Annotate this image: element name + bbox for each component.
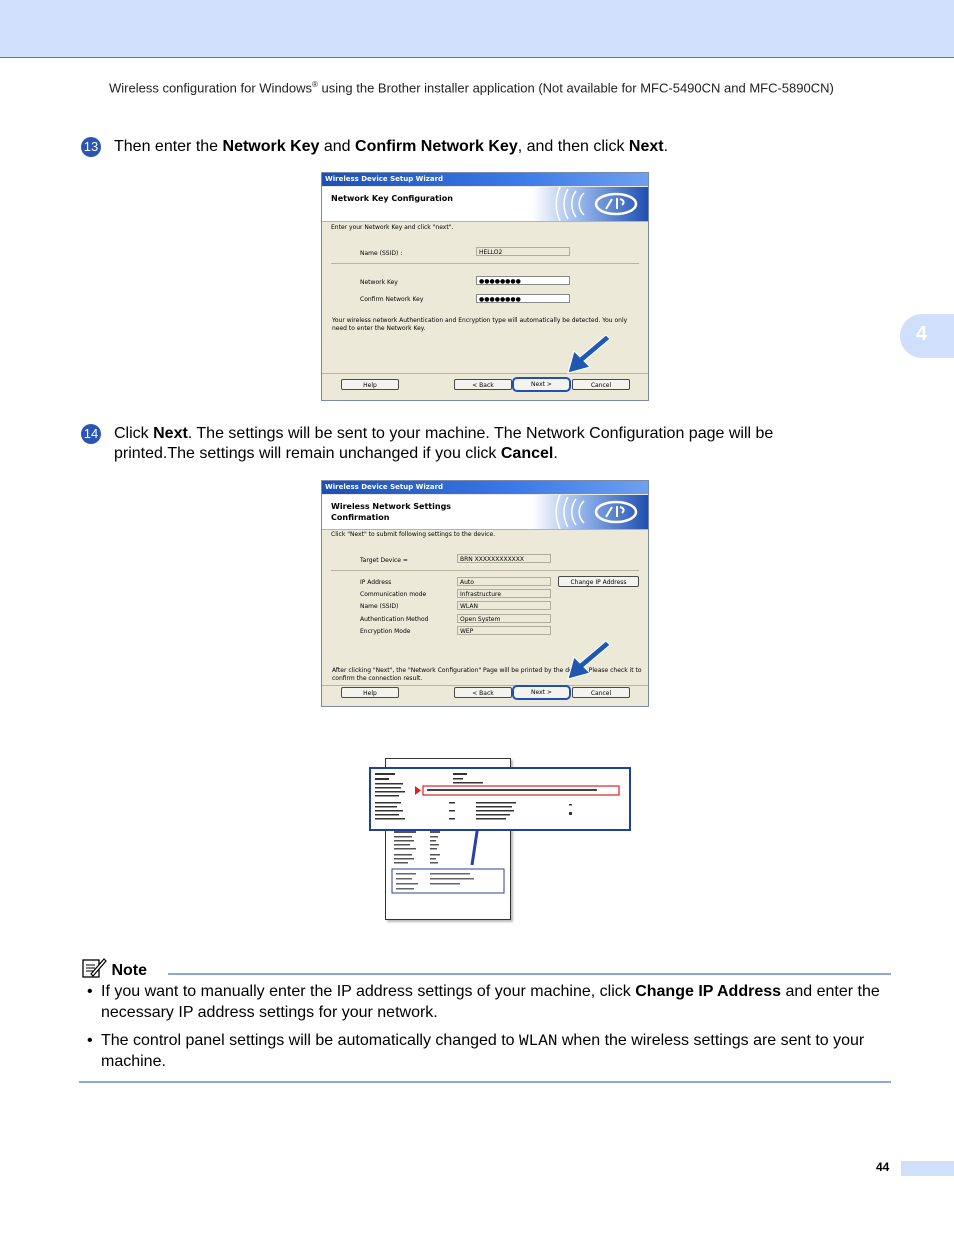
wireless-logo-icon — [532, 495, 648, 529]
communication-mode-label: Communication mode — [360, 591, 427, 598]
text-run: . The settings will be sent to your machine. The Network Configuration page will be — [187, 425, 774, 442]
step-14-line2 — [114, 444, 558, 464]
separator — [331, 263, 639, 264]
bullet-marker: • — [87, 1032, 93, 1049]
text-run: . — [663, 138, 669, 155]
ip-address-field: Auto — [457, 577, 551, 586]
dialog-title-bar: Wireless Device Setup Wizard — [322, 481, 648, 494]
separator — [331, 570, 639, 571]
encryption-mode-label: Encryption Mode — [360, 628, 411, 635]
instruction-text: Enter your Network Key and click "next". — [331, 224, 454, 231]
confirm-key-input[interactable]: ●●●●●●●● — [476, 294, 570, 303]
ssid-label: Name (SSID) : — [360, 250, 403, 257]
footer-tab — [901, 1161, 954, 1176]
cancel-button[interactable]: Cancel — [572, 379, 630, 390]
banner-title: Network Key Configuration — [331, 194, 453, 203]
header-text-start: Wireless configuration for Windows — [109, 80, 313, 96]
ssid-field: WLAN — [457, 601, 551, 610]
step-14-line1 — [114, 424, 773, 444]
printout-zoom-callout — [369, 767, 631, 831]
dialog-banner — [322, 495, 648, 530]
help-button[interactable]: Help — [341, 687, 399, 698]
bold-run: Network Key — [222, 138, 320, 155]
back-button[interactable]: < Back — [454, 379, 512, 390]
text-run: Then enter the — [114, 138, 223, 155]
text-run: and — [319, 138, 356, 155]
page-number: 44 — [876, 1160, 890, 1174]
bold-run: Cancel — [500, 445, 554, 462]
note-bullet-1 — [101, 982, 891, 1023]
target-device-field: BRN XXXXXXXXXXXX — [457, 554, 551, 563]
note-bullet-2 — [101, 1031, 891, 1072]
note-rule-top — [168, 973, 891, 975]
step-14-badge: 14 — [81, 424, 101, 444]
step-13-text — [114, 137, 668, 157]
ssid-label: Name (SSID) — [360, 603, 399, 610]
text-run: and enter the necessary IP address settings for your network. — [101, 983, 880, 1021]
ssid-field: HELLO2 — [476, 247, 570, 256]
encryption-mode-field: WEP — [457, 626, 551, 635]
note-header — [81, 957, 147, 980]
cancel-button[interactable]: Cancel — [572, 687, 630, 698]
banner-title-line1: Wireless Network Settings — [331, 502, 452, 511]
network-key-input[interactable]: ●●●●●●●● — [476, 276, 570, 285]
note-title: Note — [111, 962, 148, 979]
text-run: Click — [114, 425, 154, 442]
back-button[interactable]: < Back — [454, 687, 512, 698]
text-run: printed.The settings will remain unchanged if you click — [114, 445, 501, 462]
step-13-badge: 13 — [81, 137, 101, 157]
text-run: . — [553, 445, 558, 462]
network-key-label: Network Key — [360, 279, 398, 286]
dialog-title-bar: Wireless Device Setup Wizard — [322, 173, 648, 186]
text-run: If you want to manually enter the IP address settings of your machine, click — [101, 983, 636, 1000]
text-run: The control panel settings will be automatically changed to — [101, 1032, 520, 1049]
network-key-dialog — [321, 172, 649, 401]
change-ip-address-button[interactable]: Change IP Address — [558, 576, 639, 587]
bold-run: Confirm Network Key — [355, 138, 518, 155]
bold-run: Change IP Address — [635, 983, 782, 1000]
running-header — [109, 80, 834, 95]
next-button[interactable]: Next > — [512, 377, 571, 392]
wireless-settings-confirmation-dialog — [321, 480, 649, 707]
wireless-logo-icon — [532, 187, 648, 221]
note-pencil-icon — [81, 957, 107, 979]
header-text-end: using the Brother installer application (Not available for MFC-5490CN and MFC-5890CN) — [317, 80, 834, 96]
text-run: , and then click — [517, 138, 629, 155]
communication-mode-field: Infrastructure — [457, 589, 551, 598]
chapter-number: 4 — [916, 323, 928, 345]
bold-run: Next — [153, 425, 188, 442]
pointer-arrow-icon — [564, 641, 614, 683]
banner-title-line2: Confirmation — [331, 513, 390, 522]
note-rule-bottom — [79, 1081, 891, 1083]
info-paragraph: Your wireless network Authentication and Encryption type will automatically be detected. You only need to enter the Network Key. — [332, 317, 628, 332]
bold-run: Next — [628, 138, 664, 155]
code-run: WLAN — [519, 1032, 558, 1050]
text-run: when the wireless settings are sent to your machine. — [101, 1032, 865, 1070]
confirm-key-label: Confirm Network Key — [360, 296, 424, 303]
chapter-tab — [900, 314, 954, 358]
target-device-label: Target Device = — [360, 557, 408, 564]
authentication-method-label: Authentication Method — [360, 616, 429, 623]
authentication-method-field: Open System — [457, 614, 551, 623]
help-button[interactable]: Help — [341, 379, 399, 390]
registered-mark: ® — [312, 80, 318, 89]
top-header-band — [0, 0, 954, 58]
info-paragraph: After clicking "Next", the "Network Configuration" Page will be printed by the device. Please check it to confirm the connection result. — [332, 667, 642, 682]
next-button[interactable]: Next > — [512, 685, 571, 700]
ip-address-label: IP Address — [360, 579, 392, 586]
dialog-banner — [322, 187, 648, 222]
instruction-text: Click "Next" to submit following settings to the device. — [331, 531, 496, 538]
zoomed-printout-lines — [371, 769, 629, 829]
pointer-arrow-icon — [564, 335, 614, 377]
banner-title — [331, 501, 451, 523]
bullet-marker: • — [87, 983, 93, 1000]
separator — [322, 685, 648, 686]
